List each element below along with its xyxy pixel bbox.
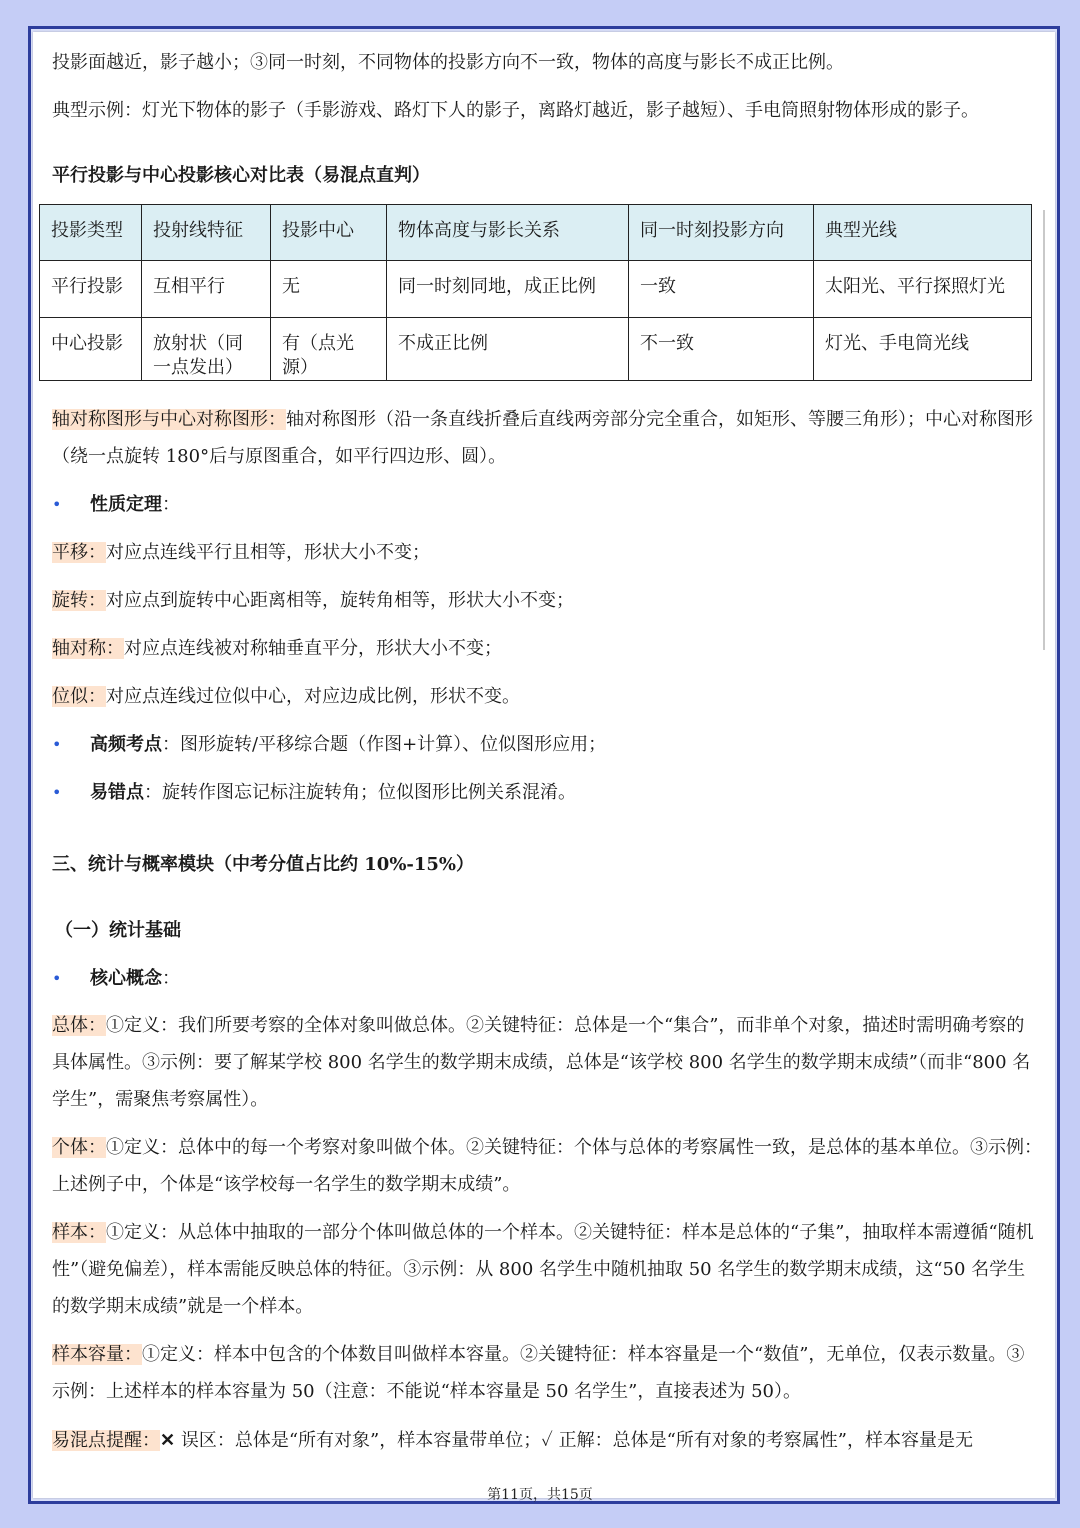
check-icon: ✓ [541, 1430, 553, 1451]
exam-text: ：图形旋转/平移综合题（作图+计算）、位似图形应用； [162, 734, 607, 755]
concept-label: 总体： [52, 1015, 106, 1036]
page-edge-shadow [1043, 210, 1045, 650]
table-header-row [40, 205, 1032, 261]
concept-sample-size [52, 1336, 1042, 1410]
table-cell: 不成正比例 [387, 318, 629, 381]
concept-sample [52, 1214, 1042, 1325]
core-label: 核心概念 [90, 968, 162, 989]
bullet-icon: • [52, 969, 62, 988]
property-text: 对应点连线平行且相等，形状大小不变； [106, 542, 430, 563]
table-header: 投影中心 [271, 205, 387, 261]
table-cell: 平行投影 [40, 261, 142, 318]
bullet-icon: • [52, 735, 62, 754]
properties-bullet [52, 490, 180, 520]
core-colon: ： [162, 968, 180, 989]
table-cell: 放射状（同一点发出） [142, 318, 271, 381]
intro-line-2: 典型示例：灯光下物体的影子（手影游戏、路灯下人的影子，离路灯越近，影子越短）、手电筒照射物体形成的影子。 [52, 100, 979, 121]
mistake-label: 易错点 [90, 782, 144, 803]
table-cell: 同一时刻同地，成正比例 [387, 261, 629, 318]
table-cell: 互相平行 [142, 261, 271, 318]
confusion-tip [52, 1422, 1042, 1459]
property-text: 对应点连线被对称轴垂直平分，形状大小不变； [124, 638, 502, 659]
mistake-text: ：旋转作图忘记标注旋转角；位似图形比例关系混淆。 [144, 782, 576, 803]
property-reflection [52, 630, 1042, 667]
concept-individual [52, 1129, 1042, 1203]
property-rotation [52, 582, 1042, 619]
symmetry-paragraph [52, 401, 1042, 475]
table-header: 投影类型 [40, 205, 142, 261]
property-text: 对应点连线过位似中心，对应边成比例，形状不变。 [106, 686, 520, 707]
property-homothety [52, 678, 1042, 715]
comparison-table [39, 204, 1032, 381]
table-cell: 太阳光、平行探照灯光 [814, 261, 1032, 318]
table-cell: 中心投影 [40, 318, 142, 381]
concept-text: ①定义：从总体中抽取的一部分个体叫做总体的一个样本。②关键特征：样本是总体的“子集”，抽取样本需遵循“随机性”（避免偏差），样本需能反映总体的特征。③示例：从 800 名学生中随机抽取 50 名学生的数学期末成绩，这“50 名学生的数学期末成绩”就是一个样本。 [52, 1222, 1034, 1317]
mistake-bullet [52, 778, 576, 808]
intro-line-1: 投影面越近，影子越小；③同一时刻，不同物体的投影方向不一致，物体的高度与影长不成正比例。 [52, 52, 844, 73]
bullet-icon: • [52, 495, 62, 514]
property-translation [52, 534, 1042, 571]
right-text: 正解：总体是“所有对象的考察属性”，样本容量是无 [552, 1430, 973, 1451]
exam-label: 高频考点 [90, 734, 162, 755]
table-cell: 一致 [629, 261, 814, 318]
table-header: 投射线特征 [142, 205, 271, 261]
table-row [40, 318, 1032, 381]
concept-label: 样本： [52, 1222, 106, 1243]
exam-bullet [52, 730, 606, 760]
section-3-title: 三、统计与概率模块（中考分值占比约 10%-15%） [52, 854, 475, 875]
wrong-icon: ✕ [160, 1430, 176, 1451]
symmetry-label: 轴对称图形与中心对称图形： [52, 409, 286, 430]
concept-text: ①定义：总体中的每一个考察对象叫做个体。②关键特征：个体与总体的考察属性一致，是总体的基本单位。③示例：上述例子中，个体是“该学校每一名学生的数学期末成绩”。 [52, 1137, 1042, 1195]
property-label: 旋转： [52, 590, 106, 611]
table-row [40, 261, 1032, 318]
table-cell: 灯光、手电筒光线 [814, 318, 1032, 381]
property-text: 对应点到旋转中心距离相等，旋转角相等，形状大小不变； [106, 590, 574, 611]
bullet-icon: • [52, 783, 62, 802]
concept-population [52, 1007, 1042, 1118]
concept-label: 样本容量： [52, 1344, 142, 1365]
core-bullet [52, 964, 180, 994]
table-header: 同一时刻投影方向 [629, 205, 814, 261]
subsection-1-title: （一）统计基础 [55, 920, 181, 941]
property-label: 平移： [52, 542, 106, 563]
tip-label: 易混点提醒： [52, 1430, 160, 1451]
wrong-text: 误区：总体是“所有对象”，样本容量带单位； [175, 1430, 542, 1451]
table-header: 物体高度与影长关系 [387, 205, 629, 261]
table-cell: 不一致 [629, 318, 814, 381]
property-label: 轴对称： [52, 638, 124, 659]
properties-colon: ： [162, 494, 180, 515]
page-footer: 第11页，共15页 [487, 1487, 593, 1503]
table-cell: 有（点光源） [271, 318, 387, 381]
property-label: 位似： [52, 686, 106, 707]
table-header: 典型光线 [814, 205, 1032, 261]
document-page [33, 32, 1055, 1498]
table-cell: 无 [271, 261, 387, 318]
concept-label: 个体： [52, 1137, 106, 1158]
table-title: 平行投影与中心投影核心对比表（易混点直判） [52, 165, 430, 186]
concept-text: ①定义：样本中包含的个体数目叫做样本容量。②关键特征：样本容量是一个“数值”，无单位，仅表示数量。③示例：上述样本的样本容量为 50（注意：不能说“样本容量是 50 名学生”，直接表述为 50）。 [52, 1344, 1025, 1402]
symmetry-text: 轴对称图形（沿一条直线折叠后直线两旁部分完全重合，如矩形、等腰三角形）；中心对称图形（绕一点旋转 180°后与原图重合，如平行四边形、圆）。 [52, 409, 1033, 467]
properties-label: 性质定理 [90, 494, 162, 515]
concept-text: ①定义：我们所要考察的全体对象叫做总体。②关键特征：总体是一个“集合”，而非单个对象，描述时需明确考察的具体属性。③示例：要了解某学校 800 名学生的数学期末成绩，总体是“该学校 800 名学生的数学期末成绩”（而非“800 名学生”，需聚焦考察属性）。 [52, 1015, 1031, 1110]
